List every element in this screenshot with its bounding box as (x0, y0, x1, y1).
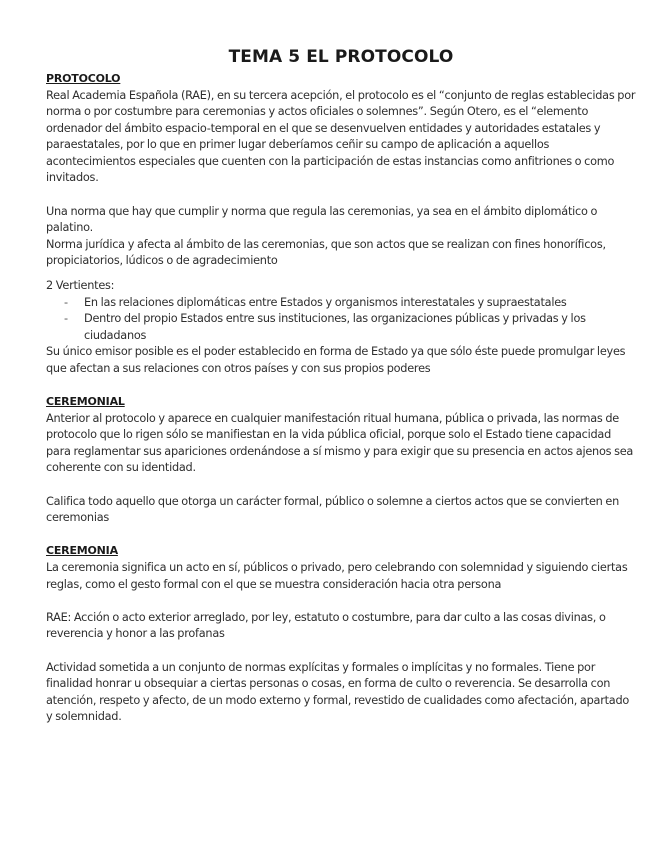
paragraph: Su único emisor posible es el poder establecido en forma de Estado ya que sólo éste puede promulgar leyes que afectan a sus relaciones con otros países y con sus propios poderes (46, 345, 626, 375)
section-protocolo (46, 71, 636, 378)
section-heading: CEREMONIA (46, 544, 118, 558)
section-ceremonia (46, 543, 636, 725)
dash-bullet-icon: - (64, 312, 68, 326)
list-item-text: Dentro del propio Estados entre sus instituciones, las organizaciones públicas y privadas y los ciudadanos (84, 312, 586, 342)
paragraph: Califica todo aquello que otorga un carácter formal, público o solemne a ciertos actos que se convierten en ceremonias (46, 494, 620, 525)
paragraph: RAE: Acción o acto exterior arreglado, por ley, estatuto o costumbre, para dar culto a las cosas divinas, o reverencia y honor a las profanas (46, 610, 606, 641)
paragraph: La ceremonia significa un acto en sí, públicos o privado, pero celebrando con solemnidad y siguiendo ciertas reglas, como el gesto formal con el que se muestra consideración hacia otra persona (46, 560, 628, 591)
paragraph: Real Academia Española (RAE), en su tercera acepción, el protocolo es el “conjunto de reglas establecidas por norma o por costumbre para ceremonias y actos oficiales o solemnes”. Según Otero, es el “elemento ordenador del ámbito espacio-temporal en el que se desenvuelven entidades y autoridades estatales y paraestatales, por lo que en primer lugar deberíamos ceñir su campo de aplicación a aquellos acontecimientos especiales que cuenten con la participación de estas instancias como anfitriones o como invitados. (46, 88, 636, 185)
paragraph: Actividad sometida a un conjunto de normas explícitas y formales o implícitas y no formales. Tiene por finalidad honrar u obsequiar a ciertas personas o cosas, en forma de culto o reverencia. Se desarrolla con atención, respeto y afecto, de un modo externo y formal, revestido de cualidades como afectación, apartado y solemnidad. (46, 660, 630, 724)
dash-bullet-icon: - (64, 295, 68, 309)
page-title: TEMA 5 EL PROTOCOLO (228, 47, 454, 67)
list-item (64, 311, 636, 344)
paragraph: Anterior al protocolo y aparece en cualquier manifestación ritual humana, pública o privada, las normas de protocolo que lo rigen sólo se manifiestan en la vida pública oficial, porque solo el Estado tiene capacidad para reglamentar sus apariciones ordenándose a sí mismo y para exigir que su presencia en actos ajenos sea coherente con su identidad. (46, 411, 634, 475)
paragraph: Una norma que hay que cumplir y norma que regula las ceremonias, ya sea en el ámbito diplomático o palatino. (46, 204, 598, 235)
document-page (46, 46, 636, 726)
list-item-text: En las relaciones diplomáticas entre Estados y organismos interestatales y supraestatales (84, 295, 567, 309)
list-item (64, 295, 636, 312)
section-ceremonial (46, 394, 636, 527)
vertientes-list (46, 295, 636, 345)
section-heading: CEREMONIAL (46, 395, 125, 409)
list-intro: 2 Vertientes: (46, 279, 115, 293)
paragraph: Norma jurídica y afecta al ámbito de las ceremonias, que son actos que se realizan con fines honoríficos, propiciatorios, lúdicos o de agradecimiento (46, 237, 606, 268)
section-heading: PROTOCOLO (46, 72, 121, 85)
